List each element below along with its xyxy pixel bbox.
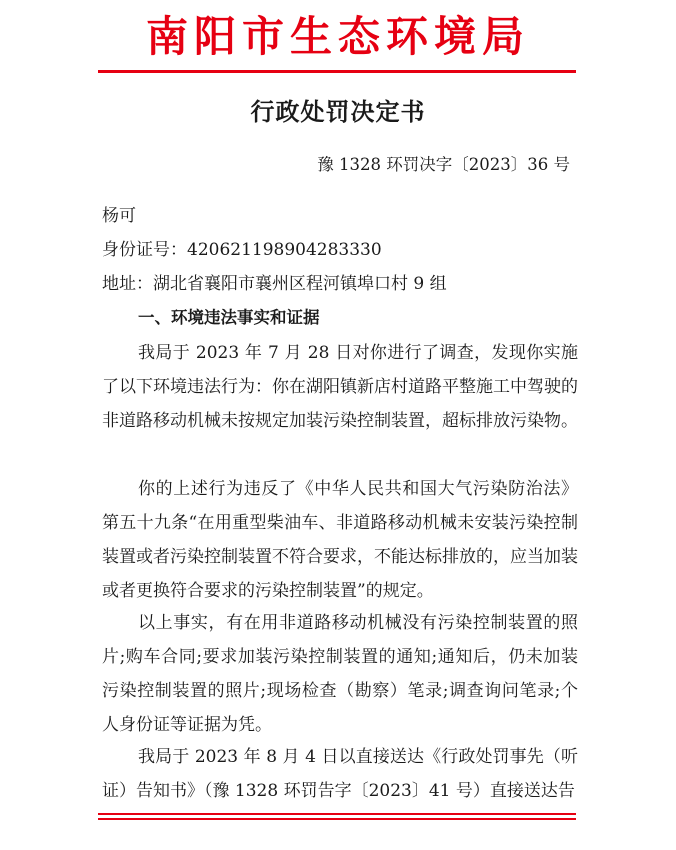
section-heading-violation-facts: 一、环境违法事实和证据 [138,308,320,327]
letterhead-red-rule [98,70,576,73]
agency-letterhead: 南阳市生态环境局 [145,12,530,61]
paragraph-notice-delivery: 我局于 2023 年 8 月 4 日以直接送达《行政处罚事先（听证）告知书》（豫 1328 环罚告字〔2023〕41 号）直接送达告 [102,747,578,801]
paragraph-evidence: 以上事实，有在用非道路移动机械没有污染控制装置的照片;购车合同;要求加装污染控制装置的通知;通知后，仍未加装污染控制装置的照片;现场检查（勘察）笔录;调查询问笔录;个人身份证等证据为凭。 [102,613,578,735]
footer-red-rule-upper [98,813,576,815]
footer-red-rule-lower [98,818,576,820]
party-id-number: 身份证号：420621198904283330 [102,240,382,260]
party-name: 杨可 [102,206,136,226]
paragraph-legal-violation: 你的上述行为违反了《中华人民共和国大气污染防治法》第五十九条“在用重型柴油车、非道路移动机械未安装污染控制装置或者污染控制装置不符合要求，不能达标排放的，应当加装或者更换符合要求的污染控制装置”的规定。 [102,479,578,601]
paragraph-investigation: 我局于 2023 年 7 月 28 日对你进行了调查，发现你实施了以下环境违法行为：你在湖阳镇新店村道路平整施工中驾驶的非道路移动机械未按规定加装污染控制装置，超标排放污染物。 [102,343,578,431]
document-number: 豫 1328 环罚决字〔2023〕36 号 [317,155,570,174]
party-address: 地址：湖北省襄阳市襄州区程河镇埠口村 9 组 [102,274,447,294]
document-title: 行政处罚决定书 [250,98,426,126]
